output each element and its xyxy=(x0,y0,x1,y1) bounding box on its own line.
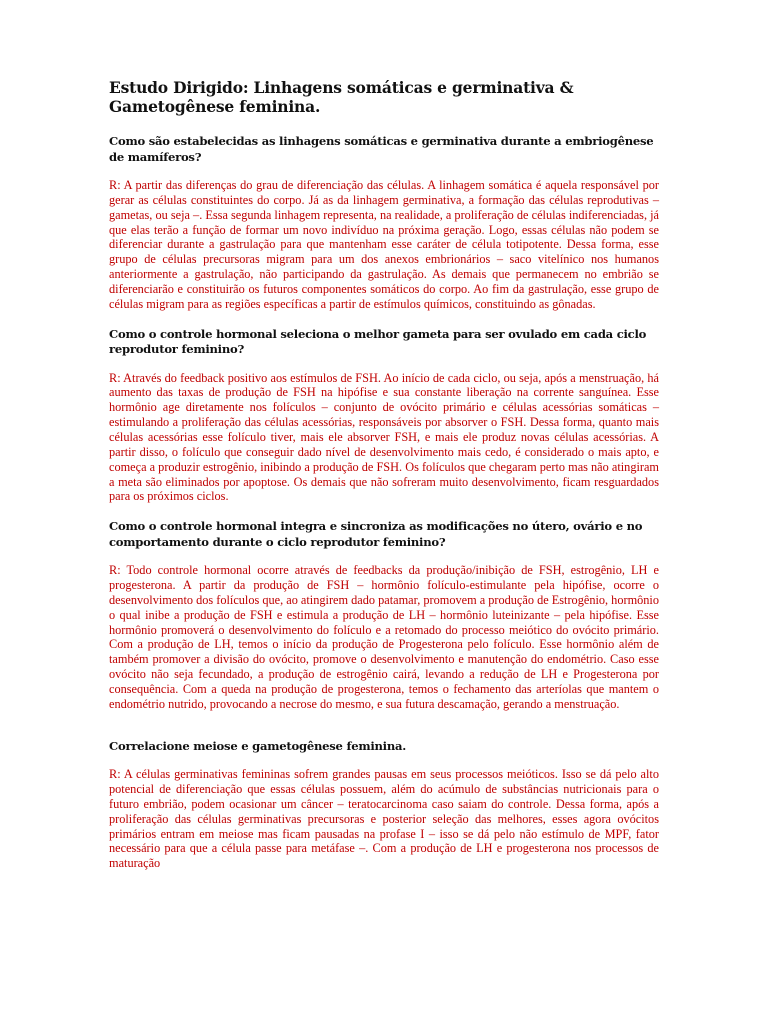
answer-4: R: A células germinativas femininas sofrem grandes pausas em seus processos meióticos. Isso se dá pelo alto potencial de diferenciação que essas células possuem, além do acúmulo de substâncias nutricionais para o futuro embrião, podem ocasionar um câncer – teratocarcinoma caso saiam do controle. Dessa forma, após a proliferação das células germinativas precursoras e posterior seleção das melhores, esses agora ovócitos primários entram em meiose mas ficam pausadas na profase I – isso se dá pelo não estímulo de MPF, fator necessário para que a célula passe para metáfase –. Com a produção de LH e progesterona nos processos de maturação xyxy=(109,767,659,871)
question-1: Como são estabelecidas as linhagens somáticas e germinativa durante a embriogênese de mamíferos? xyxy=(109,134,654,164)
question-2: Como o controle hormonal seleciona o melhor gameta para ser ovulado em cada ciclo reprodutor feminino? xyxy=(109,326,647,357)
section-spacer xyxy=(109,727,659,739)
answer-1: R: A partir das diferenças do grau de diferenciação das células. A linhagem somática é aquela responsável por gerar as células constituintes do corpo. Já as da linhagem germinativa, a formação das células reprodutivas – gametas, ou seja –. Essa segunda linhagem representa, na realidade, a proliferação de células indiferenciadas, já que elas terão a função de formar um novo indivíduo na próxima geração. Logo, essas células não podem se diferenciar durante a gastrulação para que mantenham esse caráter de célula totipotente. Dessa forma, esse grupo de células precursoras migram para um dos anexos embrionários – saco vitelínico nos humanos anteriormente a gastrulação, não participando da gastrulação. As demais que permanecem no embrião se diferenciarão e constituirão os futuros componentes somáticos do corpo. Ao fim da gastrulação, esse grupo de células migram para as regiões específicas a partir de estímulos químicos, constituindo as gônadas. xyxy=(109,178,659,311)
question-3: Como o controle hormonal integra e sincroniza as modificações no útero, ovário e no comportamento durante o ciclo reprodutor feminino? xyxy=(109,519,643,549)
question-4: Correlacione meiose e gametogênese feminina. xyxy=(109,738,407,753)
document-title: Estudo Dirigido: Linhagens somáticas e germinativa & Gametogênese feminina. xyxy=(109,78,574,116)
document-page xyxy=(109,78,659,886)
answer-3: R: Todo controle hormonal ocorre através de feedbacks da produção/inibição de FSH, estrogênio, LH e progesterona. A partir da produção de FSH – hormônio folículo-estimulante pela hipófise, ocorre o desenvolvimento dos folículos que, ao atingirem dado patamar, promovem a produção de Estrogênio, hormônio o qual inibe a produção de FSH e estimula a produção de LH – hormônio luteinizante – pela hipófise. Esse hormônio promoverá o desenvolvimento do folículo e a retomado do processo meiótico do ovócito primário. Com a produção de LH, temos o início da produção de Progesterona pelo folículo. Esse hormônio além de também promover a divisão do ovócito, promove o desenvolvimento e manutenção do endométrio. Caso esse ovócito não seja fecundado, a produção de estrogênio cairá, levando a redução de LH e Progesterona por consequência. Com a queda na produção de progesterona, temos o fechamento das arteríolas que mantem o endométrio nutrido, provocando a necrose do mesmo, e sua futura descamação, gerando a menstruação. xyxy=(109,563,659,711)
answer-2: R: Através do feedback positivo aos estímulos de FSH. Ao início de cada ciclo, ou seja, após a menstruação, há aumento das taxas de produção de FSH na hipófise e sua constante liberação na corrente sanguínea. Esse hormônio age diretamente nos folículos – conjunto de ovócito primário e células acessórias somáticas – estimulando a proliferação das células acessórias, responsáveis por absorver o FSH. Dessa forma, quanto mais células acessórias esse folículo tiver, mais ele absorver FSH, e mais ele produz novas células acessórias. A partir disso, o folículo que conseguir dado nível de desenvolvimento mais cedo, é considerado o mais apto, e começa a produzir estrogênio, inibindo a produção de FSH. Os folículos que chegaram perto mas não atingiram a meta são eliminados por apoptose. Os demais que não sofreram muito desenvolvimento, ficam resguardados para os próximos ciclos. xyxy=(109,370,659,504)
